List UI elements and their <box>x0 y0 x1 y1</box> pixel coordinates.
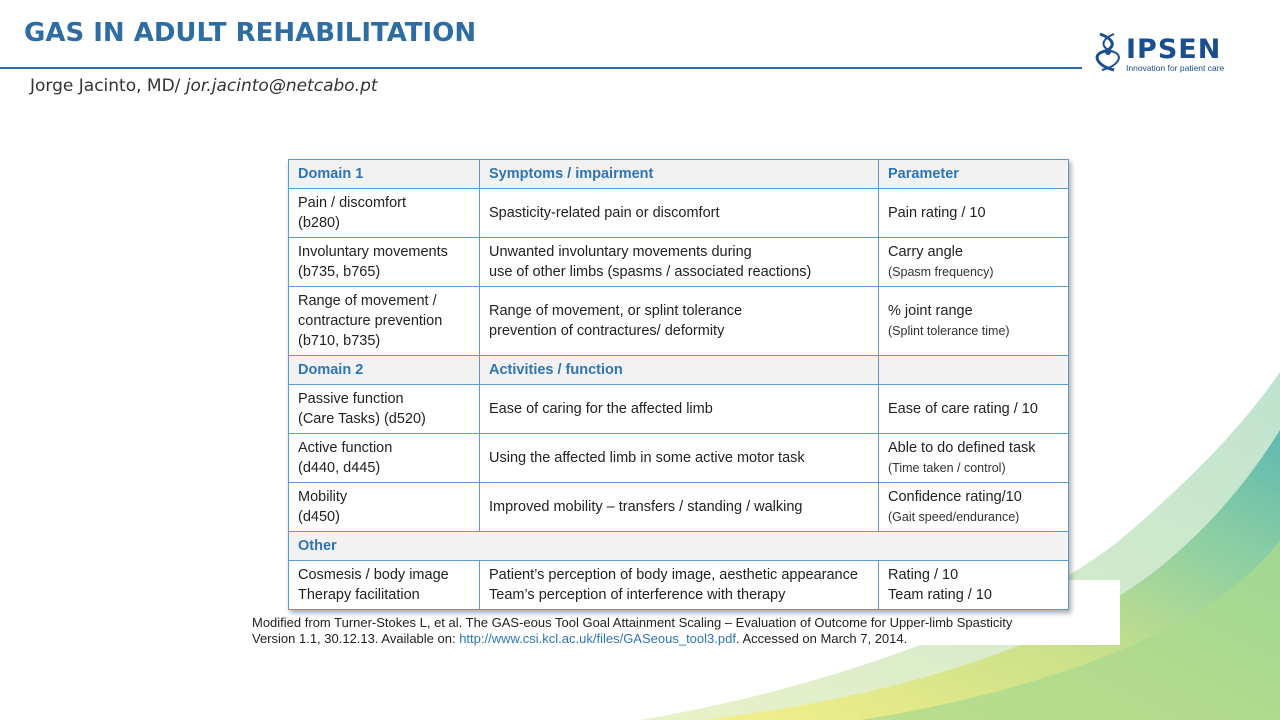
cell-line: Team’s perception of interference with therapy <box>489 587 786 603</box>
column-header-cell <box>879 356 1069 385</box>
cell-subnote: (Spasm frequency) <box>888 265 994 279</box>
author-name: Jorge Jacinto, MD/ <box>30 76 186 96</box>
cell-subnote: (Time taken / control) <box>888 461 1006 475</box>
cell-line: Ease of caring for the affected limb <box>489 401 713 417</box>
cell-line: Pain / discomfort <box>298 195 406 211</box>
cell-line: (b710, b735) <box>298 333 381 349</box>
cell-line: Passive function <box>298 391 404 407</box>
table-cell <box>879 287 1069 356</box>
cell-line: Active function <box>298 440 393 456</box>
table-cell <box>879 385 1069 434</box>
cell-line: Unwanted involuntary movements during <box>489 244 752 260</box>
footnote-link[interactable]: http://www.csi.kcl.ac.uk/files/GASeous_tool3.pdf <box>459 631 736 646</box>
table-cell <box>480 434 879 483</box>
reference-footnote <box>252 615 1112 647</box>
table-cell <box>480 287 879 356</box>
table-cell <box>480 238 879 287</box>
table-cell <box>289 434 480 483</box>
table-cell <box>480 385 879 434</box>
title-divider <box>0 67 1082 69</box>
table-cell <box>289 483 480 532</box>
table-row <box>289 238 1069 287</box>
cell-line: Using the affected limb in some active motor task <box>489 450 805 466</box>
cell-line: Range of movement / <box>298 293 437 309</box>
table-row <box>289 189 1069 238</box>
column-header-cell: Domain 2 <box>289 356 480 385</box>
cell-subnote: (Gait speed/endurance) <box>888 510 1020 524</box>
table-row <box>289 561 1069 610</box>
cell-line: prevention of contractures/ deformity <box>489 323 725 339</box>
cell-line: Therapy facilitation <box>298 587 420 603</box>
cell-line: (b735, b765) <box>298 264 381 280</box>
cell-line: use of other limbs (spasms / associated reactions) <box>489 264 812 280</box>
ipsen-logo-mark-icon <box>1094 30 1124 74</box>
table-row <box>289 385 1069 434</box>
cell-line: % joint range <box>888 303 973 319</box>
cell-line: Patient’s perception of body image, aesthetic appearance <box>489 567 858 583</box>
column-header-cell: Activities / function <box>480 356 879 385</box>
cell-line: (b280) <box>298 215 340 231</box>
section-header-cell: Other <box>289 532 1069 561</box>
table-cell <box>289 238 480 287</box>
cell-line: (d440, d445) <box>298 460 381 476</box>
logo-tagline: Innovation for patient care <box>1126 63 1225 73</box>
cell-line: Carry angle <box>888 244 963 260</box>
table-row <box>289 434 1069 483</box>
table-cell <box>879 238 1069 287</box>
cell-line: Rating / 10 <box>888 567 959 583</box>
author-email[interactable]: jor.jacinto@netcabo.pt <box>185 76 378 96</box>
cell-line: Involuntary movements <box>298 244 448 260</box>
author-line <box>30 76 378 96</box>
gas-domains-table <box>288 159 1069 610</box>
cell-line: Spasticity-related pain or discomfort <box>489 205 720 221</box>
cell-line: Improved mobility – transfers / standing / walking <box>489 499 803 515</box>
footnote-line-1: Modified from Turner-Stokes L, et al. The GAS-eous Tool Goal Attainment Scaling – Evaluation of Outcome for Upper-limb Spasticity <box>252 615 1013 630</box>
cell-subnote: (Splint tolerance time) <box>888 324 1010 338</box>
table-cell <box>289 561 480 610</box>
section-header-row <box>289 160 1069 189</box>
cell-line: Cosmesis / body image <box>298 567 449 583</box>
logo-wordmark: IPSEN <box>1126 34 1222 65</box>
column-header-cell: Domain 1 <box>289 160 480 189</box>
table-cell <box>289 287 480 356</box>
cell-line: Confidence rating/10 <box>888 489 1022 505</box>
footnote-line-2 <box>252 631 1112 647</box>
table-cell <box>480 561 879 610</box>
slide-title: GAS IN ADULT REHABILITATION <box>24 18 477 48</box>
table-cell <box>289 385 480 434</box>
cell-line: (d450) <box>298 509 340 525</box>
column-header-cell: Symptoms / impairment <box>480 160 879 189</box>
cell-line: (Care Tasks) (d520) <box>298 411 426 427</box>
ipsen-logo <box>1094 30 1254 76</box>
table-cell <box>480 189 879 238</box>
column-header-cell: Parameter <box>879 160 1069 189</box>
table-cell <box>879 434 1069 483</box>
section-header-row <box>289 532 1069 561</box>
cell-line: Ease of care rating / 10 <box>888 401 1038 417</box>
table-cell <box>289 189 480 238</box>
footnote-suffix: . Accessed on March 7, 2014. <box>735 631 908 646</box>
cell-line: Mobility <box>298 489 348 505</box>
table-row <box>289 287 1069 356</box>
table-cell <box>480 483 879 532</box>
cell-line: Range of movement, or splint tolerance <box>489 303 743 319</box>
table-row <box>289 483 1069 532</box>
cell-line: Team rating / 10 <box>888 587 992 603</box>
cell-line: Able to do defined task <box>888 440 1036 456</box>
section-header-row <box>289 356 1069 385</box>
cell-line: Pain rating / 10 <box>888 205 986 221</box>
table-cell <box>879 189 1069 238</box>
cell-line: contracture prevention <box>298 313 443 329</box>
table-cell <box>879 561 1069 610</box>
table-cell <box>879 483 1069 532</box>
footnote-prefix: Version 1.1, 30.12.13. Available on: <box>252 631 460 646</box>
